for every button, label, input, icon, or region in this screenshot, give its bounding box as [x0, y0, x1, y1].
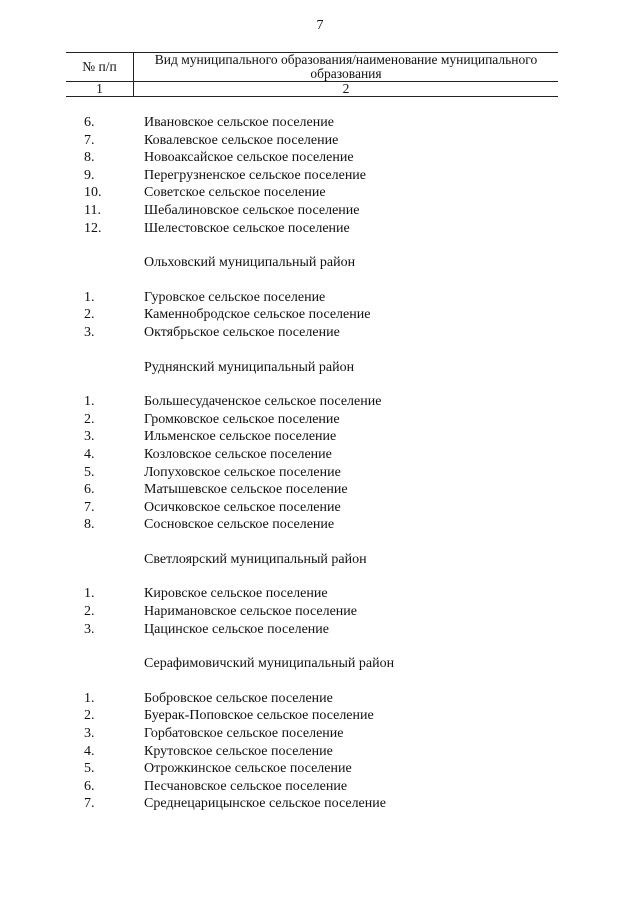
list-item	[0, 760, 640, 778]
list-item	[0, 707, 640, 725]
item-name: Осичковское сельское поселение	[144, 499, 341, 515]
item-number: 9.	[84, 167, 95, 183]
item-number: 7.	[84, 499, 95, 515]
item-name: Лопуховское сельское поселение	[144, 464, 341, 480]
item-name: Советское сельское поселение	[144, 185, 326, 201]
item-name: Гуровское сельское поселение	[144, 289, 326, 305]
section-rudnyansky	[0, 359, 640, 534]
item-number: 5.	[84, 761, 95, 777]
list-item	[0, 690, 640, 708]
item-number: 1.	[84, 394, 95, 410]
item-name: Октябрьское сельское поселение	[144, 324, 340, 340]
item-name: Наримановское сельское поселение	[144, 604, 358, 620]
list-item	[0, 428, 640, 446]
item-name: Сосновское сельское поселение	[144, 517, 335, 533]
list-item	[0, 184, 640, 202]
list-item	[0, 516, 640, 534]
page-number: 7	[316, 18, 324, 33]
item-number: 10.	[84, 185, 102, 201]
item-name: Буерак-Поповское сельское поселение	[144, 708, 374, 724]
settlement-list	[0, 114, 640, 813]
list-item	[0, 795, 640, 813]
item-number: 2.	[84, 411, 95, 427]
district-heading: Руднянский муниципальный район	[144, 359, 355, 375]
item-name: Горбатовское сельское поселение	[144, 726, 344, 742]
item-number: 12.	[84, 220, 102, 236]
list-item	[0, 585, 640, 603]
item-name: Матышевское сельское поселение	[144, 482, 348, 498]
item-number: 7.	[84, 132, 95, 148]
item-number: 2.	[84, 708, 95, 724]
section-continuation	[0, 114, 640, 237]
item-number: 1.	[84, 690, 95, 706]
list-item	[0, 411, 640, 429]
item-number: 3.	[84, 429, 95, 445]
list-item	[0, 220, 640, 238]
district-heading: Ольховский муниципальный район	[144, 255, 356, 271]
list-item	[0, 603, 640, 621]
item-name: Каменнобродское сельское поселение	[144, 307, 371, 323]
item-name: Шебалиновское сельское поселение	[144, 202, 360, 218]
item-number: 7.	[84, 796, 95, 812]
item-number: 3.	[84, 621, 95, 637]
list-item	[0, 393, 640, 411]
list-item	[0, 149, 640, 167]
item-name: Козловское сельское поселение	[144, 446, 332, 462]
item-number: 2.	[84, 604, 95, 620]
district-heading: Светлоярский муниципальный район	[144, 551, 367, 567]
section-olkhovsky	[0, 254, 640, 341]
list-item	[0, 289, 640, 307]
list-item	[0, 167, 640, 185]
item-number: 8.	[84, 150, 95, 166]
list-item	[0, 306, 640, 324]
list-item	[0, 481, 640, 499]
item-name: Среднецарицынское сельское поселение	[144, 796, 386, 812]
item-number: 4.	[84, 446, 95, 462]
list-item	[0, 621, 640, 639]
item-name: Цацинское сельское поселение	[144, 621, 329, 637]
list-item	[0, 464, 640, 482]
item-number: 3.	[84, 324, 95, 340]
list-item	[0, 743, 640, 761]
section-svetloyarsky	[0, 551, 640, 638]
item-number: 1.	[84, 586, 95, 602]
column-2-index: 2	[134, 82, 559, 97]
list-item	[0, 202, 640, 220]
item-number: 8.	[84, 517, 95, 533]
column-name-header: Вид муниципального образования/наименование муниципального образования	[134, 53, 559, 82]
list-item	[0, 499, 640, 517]
section-serafimovichsky	[0, 655, 640, 813]
item-number: 1.	[84, 289, 95, 305]
item-name: Перегрузненское сельское поселение	[144, 167, 367, 183]
list-item	[0, 725, 640, 743]
item-name: Громковское сельское поселение	[144, 411, 340, 427]
item-name: Новоаксайское сельское поселение	[144, 150, 354, 166]
item-number: 6.	[84, 115, 95, 130]
item-name: Ковалевское сельское поселение	[144, 132, 339, 148]
list-item	[0, 132, 640, 150]
item-number: 5.	[84, 464, 95, 480]
item-name: Ивановское сельское поселение	[144, 115, 334, 130]
item-name: Ильменское сельское поселение	[144, 429, 337, 445]
item-name: Отрожкинское сельское поселение	[144, 761, 352, 777]
column-1-index: 1	[66, 82, 134, 97]
item-name: Крутовское сельское поселение	[144, 743, 333, 759]
list-item	[0, 324, 640, 342]
item-number: 11.	[84, 202, 101, 218]
item-name: Бобровское сельское поселение	[144, 690, 333, 706]
item-number: 4.	[84, 743, 95, 759]
item-name: Кировское сельское поселение	[144, 586, 328, 602]
item-name: Шелестовское сельское поселение	[144, 220, 350, 236]
item-name: Песчановское сельское поселение	[144, 778, 348, 794]
table-header	[66, 52, 558, 97]
district-heading: Серафимовичский муниципальный район	[144, 656, 395, 672]
item-number: 6.	[84, 778, 95, 794]
item-number: 2.	[84, 307, 95, 323]
column-number-header: № п/п	[66, 53, 134, 82]
list-item	[0, 114, 640, 132]
item-number: 6.	[84, 482, 95, 498]
list-item	[0, 778, 640, 796]
list-item	[0, 446, 640, 464]
item-name: Большесудаченское сельское поселение	[144, 394, 382, 410]
item-number: 3.	[84, 726, 95, 742]
